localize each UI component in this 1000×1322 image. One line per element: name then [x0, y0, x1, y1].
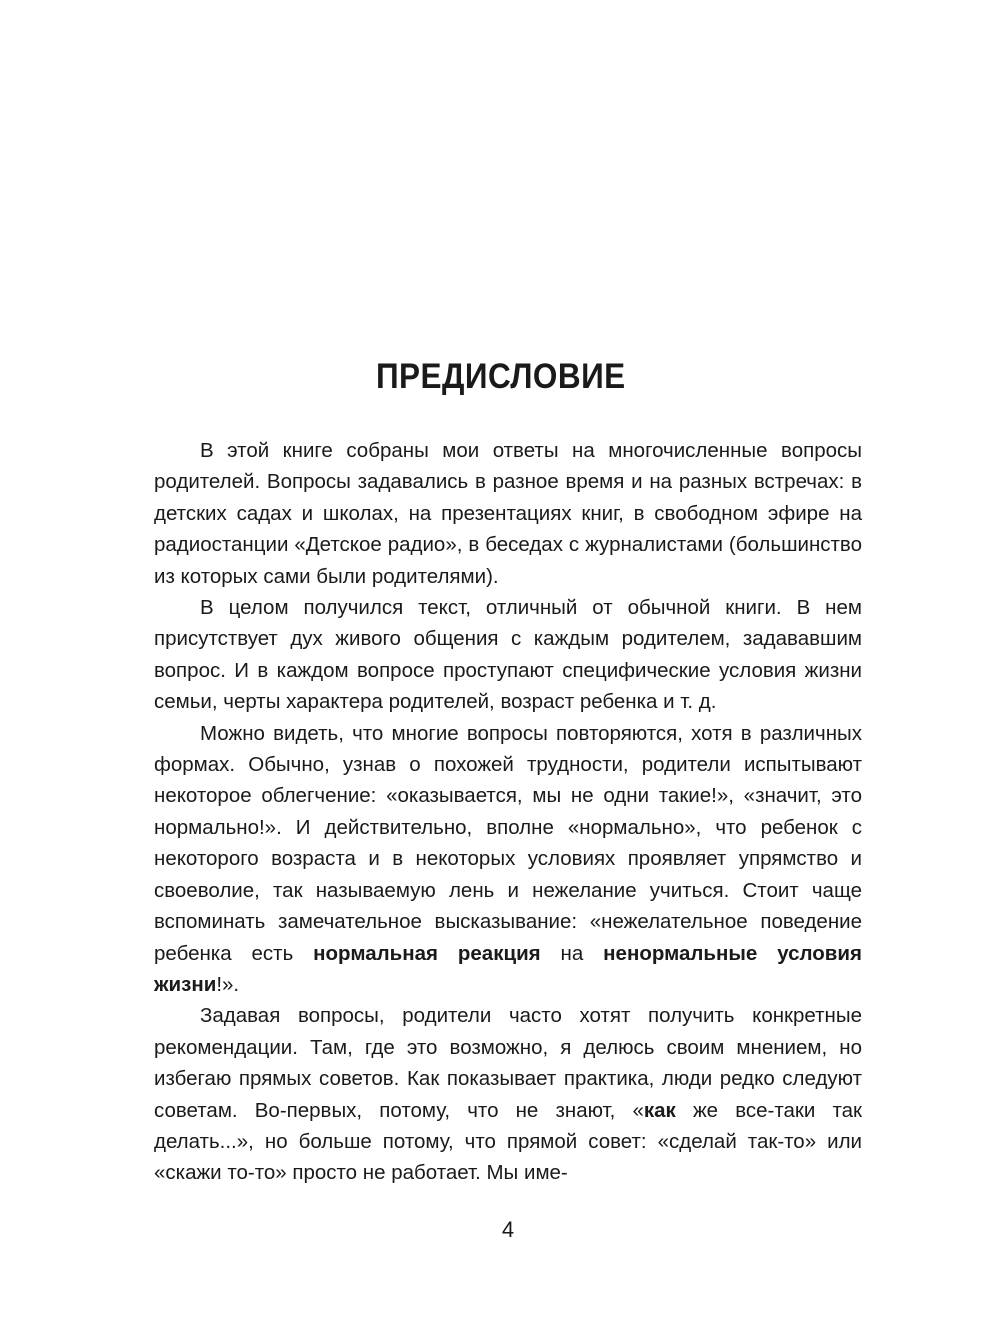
- chapter-title: ПРЕДИСЛОВИЕ: [375, 357, 626, 396]
- page-number: 4: [501, 1217, 515, 1242]
- bold-word-how: как: [643, 1098, 676, 1122]
- bold-phrase-normal-reaction: нормальная реакция: [313, 941, 541, 965]
- paragraph-3-text-1: Можно видеть, что многие вопросы повторяются, хотя в различных формах. Обычно, узнав о похожей трудности, родители испытывают некоторое облегчение: «оказывается, мы не одни такие!», «значит, это нормально!». И действительно, вполне «нормально», что ребенок с некоторого возраста и в некоторых условиях проявляет упрямство и своеволие, так называемую лень и нежелание учиться. Стоит чаще вспоминать замечательное высказывание: «нежелательное поведение ребенка есть: [154, 721, 862, 965]
- paragraph-2: В целом получился текст, отличный от обычной книги. В нем присутствует дух живого общения с каждым родителем, задававшим вопрос. И в каждом вопросе проступают специфические условия жизни семьи, черты характера родителей, возраст ребенка и т. д.: [154, 596, 862, 714]
- bold-phrase-abnormal-conditions: ненормальные условия жизни: [154, 941, 862, 996]
- paragraph-3-text-2: на: [540, 941, 604, 965]
- paragraph-4: [154, 1000, 862, 1188]
- paragraph-1: В этой книге собраны мои ответы на многочисленные вопросы родителей. Вопросы задавались в разное время и на разных встречах: в детских садах и школах, на презентациях книг, в свободном эфире на радиостанции «Детское радио», в беседах с журналистами (большинство из которых сами были родителями).: [154, 439, 862, 588]
- paragraph-4-text-1: Задавая вопросы, родители часто хотят получить конкретные рекомендации. Там, где это возможно, я делюсь своим мнением, но избегаю прямых советов. Как показывает практика, люди редко следуют советам. Во-первых, потому, что не знают, «: [154, 1004, 862, 1122]
- body-text: [154, 435, 862, 1189]
- paragraph-4-text-2: же все-таки так делать...», но больше потому, что прямой совет: «сделай так-то» или «скажи то-то» просто не работает. Мы име-: [154, 1098, 862, 1185]
- paragraph-3-text-3: !».: [216, 972, 240, 996]
- paragraph-3: [154, 718, 862, 1001]
